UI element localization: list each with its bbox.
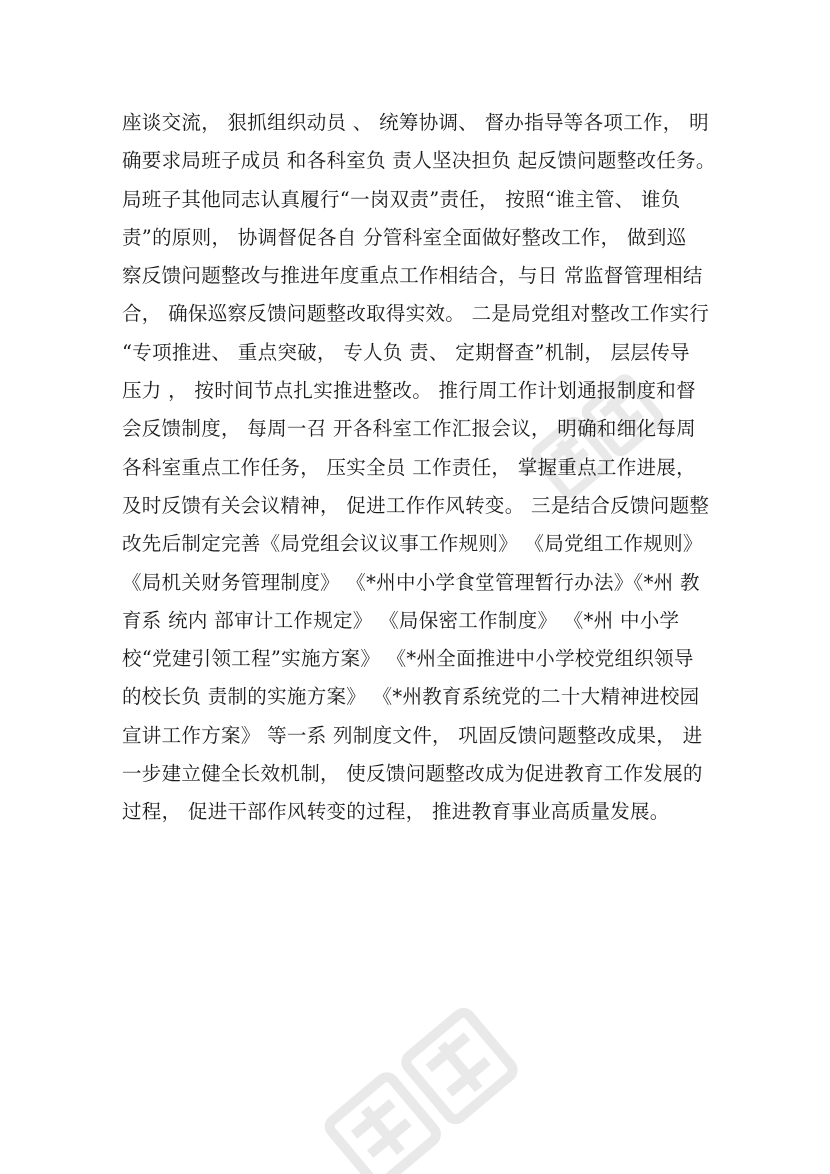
text-line-15: 校“党建引领工程”实施方案》 《*州全面推进中小学校党组织领导 (122, 647, 694, 671)
text-line-12: 改先后制定完善《局党组会议议事工作规则》 《局党组工作规则》 (122, 532, 703, 556)
text-line-17: 宣讲工作方案》 等一系 列制度文件， 巩固反馈问题整改成果， 进 (122, 723, 703, 747)
text-line-8: 压力 ， 按时间节点扎实推进整改。 推行周工作计划通报制度和督 (122, 379, 696, 403)
text-line-9: 会反馈制度， 每周一召 开各科室工作汇报会议， 明确和细化每周 (122, 417, 696, 441)
body-paragraph (122, 104, 722, 832)
text-line-7: “专项推进、 重点突破， 专人负 责、 定期督查”机制， 层层传导 (122, 340, 690, 364)
text-line-3: 局班子其他同志认真履行“一岗双责”责任， 按照“谁主管、 谁负 (122, 187, 681, 211)
text-line-1: 座谈交流， 狠抓组织动员 、 统筹协调、 督办指导等各项工作， 明 (122, 111, 709, 134)
watermark-stamp-lower (327, 1010, 516, 1174)
text-line-10: 各科室重点工作任务， 压实全员 工作责任， 掌握重点工作进展， (122, 455, 696, 479)
text-line-2: 确要求局班子成员 和各科室负 责人坚决担负 起反馈问题整改任务。 (122, 149, 716, 173)
text-line-6: 合， 确保巡察反馈问题整改取得实效。 二是局党组对整改工作实行 (122, 302, 710, 326)
text-line-18: 一步建立健全长效机制， 使反馈问题整改成为促进教育工作发展的 (122, 762, 703, 786)
text-line-19: 过程， 促进干部作风转变的过程， 推进教育事业高质量发展。 (122, 800, 670, 824)
text-line-13: 《局机关财务管理制度》 《*州中小学食堂管理暂行办法》《*州 教 (122, 570, 700, 594)
text-line-5: 察反馈问题整改与推进年度重点工作相结合，与日 常监督管理相结 (122, 264, 703, 288)
text-line-14: 育系 统内 部审计工作规定》 《局保密工作制度》 《*州 中小学 (122, 608, 680, 632)
text-line-4: 责”的原则， 协调督促各自 分管科室全面做好整改工作， 做到巡 (122, 225, 687, 249)
text-line-11: 及时反馈有关会议精神， 促进工作作风转变。 三是结合反馈问题整 (122, 493, 710, 517)
text-line-16: 的校长负 责制的实施方案》 《*州教育系统党的二十大精神进校园 (122, 685, 700, 709)
